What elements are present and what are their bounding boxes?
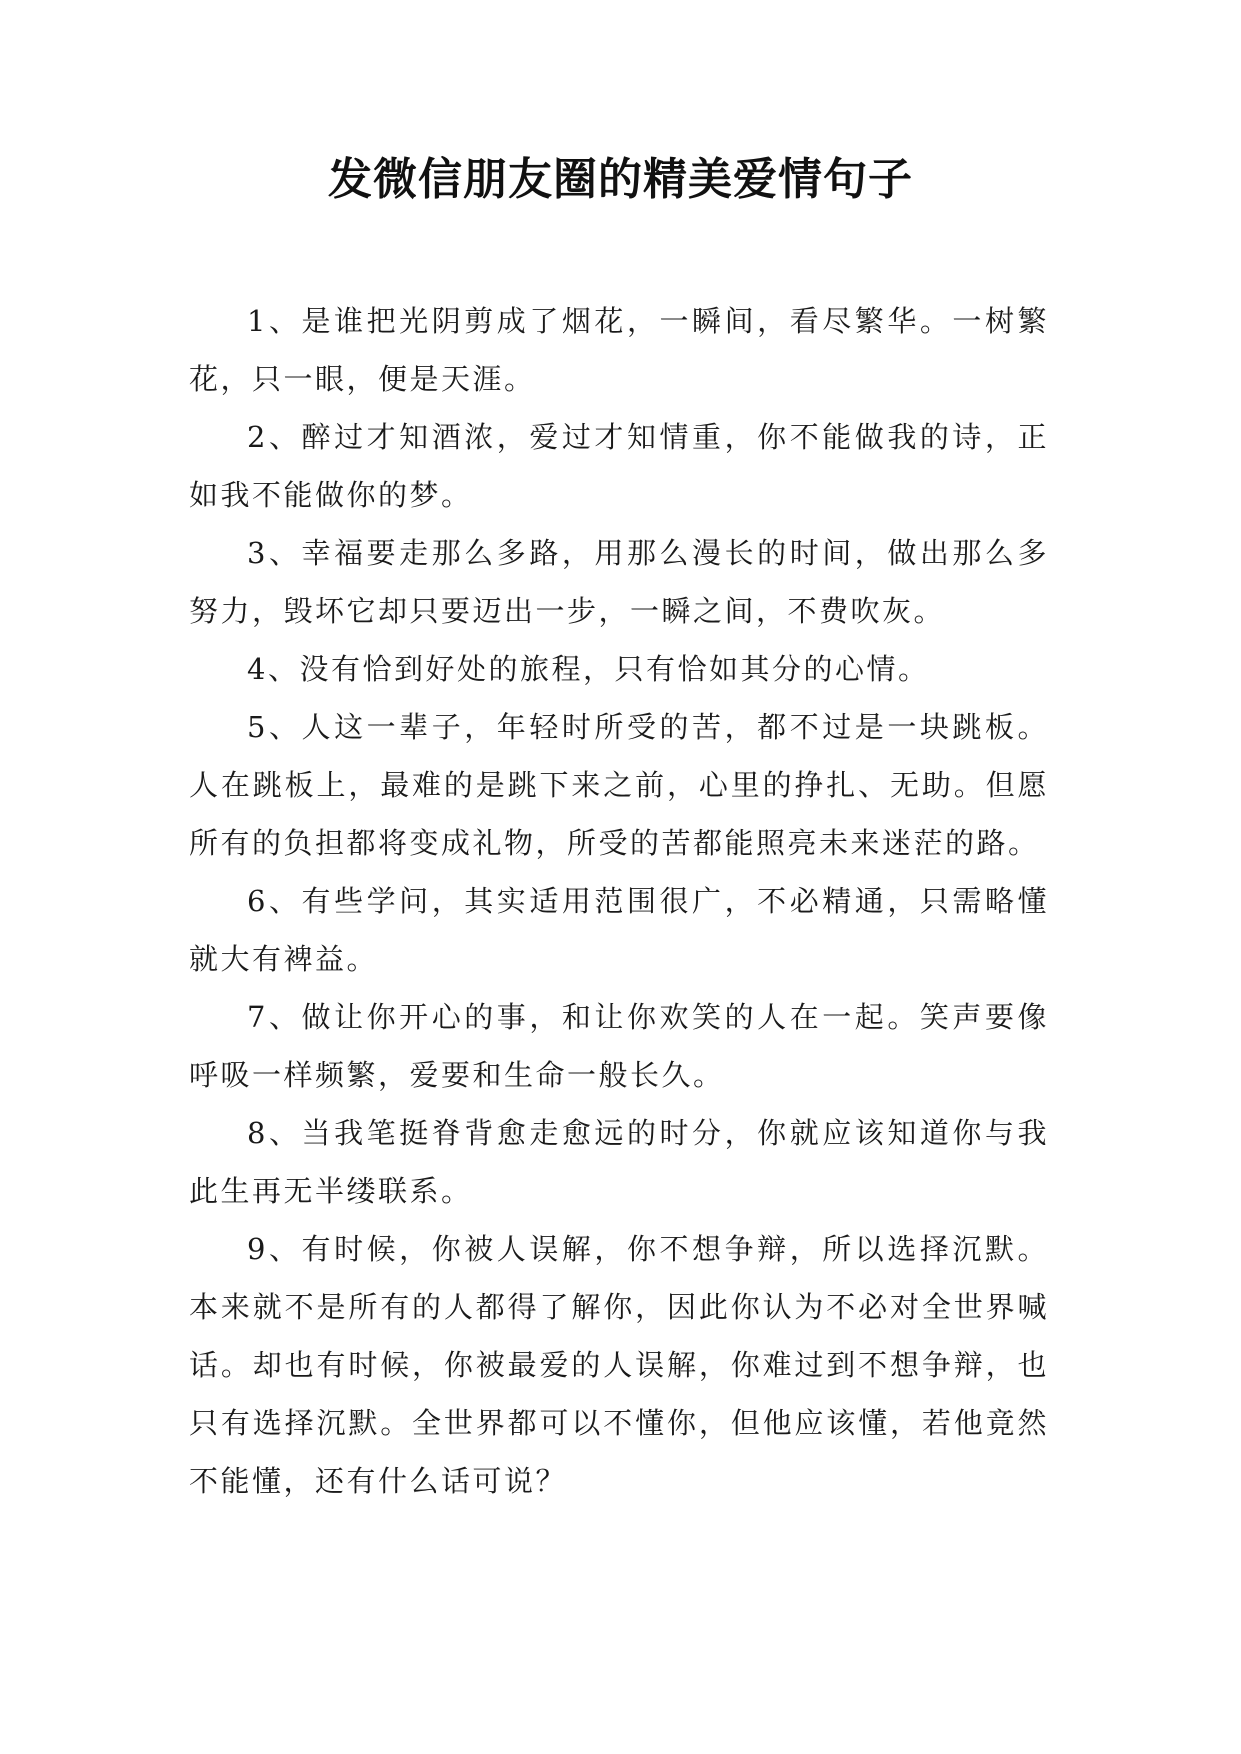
paragraph-7: 7、做让你开心的事，和让你欢笑的人在一起。笑声要像呼吸一样频繁，爱要和生命一般长久。 [189,1000,1049,1092]
paragraph-8: 8、当我笔挺脊背愈走愈远的时分，你就应该知道你与我此生再无半缕联系。 [189,1116,1049,1208]
document-body [189,292,1049,1510]
paragraph-6: 6、有些学问，其实适用范围很广，不必精通，只需略懂就大有裨益。 [189,884,1049,976]
document-title: 发微信朋友圈的精美爱情句子 [328,154,913,205]
paragraph-4: 4、没有恰到好处的旅程，只有恰如其分的心情。 [247,652,930,686]
paragraph-1: 1、是谁把光阴剪成了烟花，一瞬间，看尽繁华。一树繁花，只一眼，便是天涯。 [189,304,1049,396]
paragraph-5: 5、人这一辈子，年轻时所受的苦，都不过是一块跳板。人在跳板上，最难的是跳下来之前，心里的挣扎、无助。但愿所有的负担都将变成礼物，所受的苦都能照亮未来迷茫的路。 [189,710,1049,860]
paragraph-9: 9、有时候，你被人误解，你不想争辩，所以选择沉默。本来就不是所有的人都得了解你，因此你认为不必对全世界喊话。却也有时候，你被最爱的人误解，你难过到不想争辩，也只有选择沉默。全世界都可以不懂你，但他应该懂，若他竟然不能懂，还有什么话可说？ [189,1232,1049,1498]
paragraph-2: 2、醉过才知酒浓，爱过才知情重，你不能做我的诗，正如我不能做你的梦。 [189,420,1049,512]
paragraph-3: 3、幸福要走那么多路，用那么漫长的时间，做出那么多努力，毁坏它却只要迈出一步，一瞬之间，不费吹灰。 [189,536,1049,628]
